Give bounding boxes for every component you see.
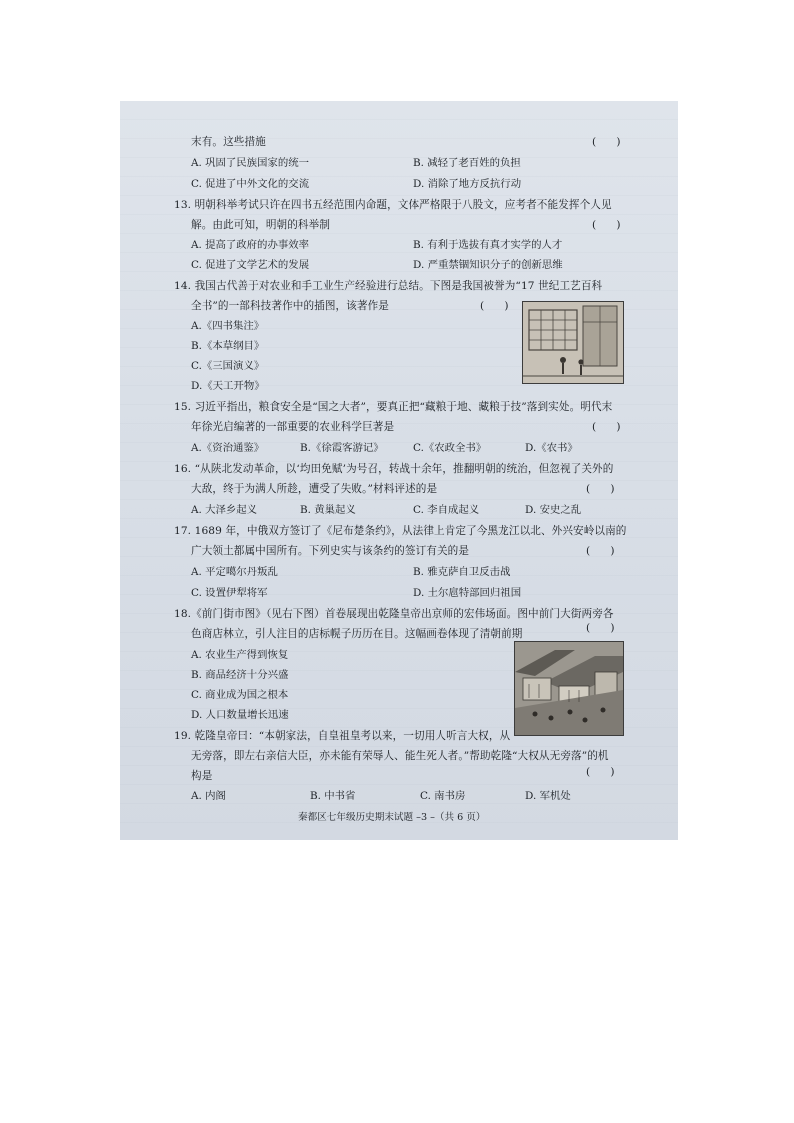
street-scene-svg [515, 642, 623, 735]
option-17-c[interactable]: C. 设置伊犁将军 [191, 587, 268, 599]
option-12-a[interactable]: A. 巩固了民族国家的统一 [191, 157, 310, 169]
option-19-d[interactable]: D. 军机处 [525, 790, 571, 802]
option-13-b[interactable]: B. 有利于选拔有真才实学的人才 [413, 239, 563, 251]
answer-bracket-12[interactable]: ( ) [592, 136, 621, 148]
option-18-d[interactable]: D. 人口数量增长迅速 [191, 709, 289, 721]
question-14-line2: 全书”的一部科技著作中的插图，该著作是 [191, 300, 390, 312]
option-18-b[interactable]: B. 商品经济十分兴盛 [191, 669, 289, 681]
question-16-line2: 大敌，终于为满人所趁，遭受了失败。”材料评述的是 [191, 483, 438, 495]
option-16-b[interactable]: B. 黄巢起义 [300, 504, 356, 516]
question-18-line2: 色商店林立，引人注目的店标幌子历历在目。这幅画卷体现了清朝前期 [191, 628, 523, 640]
option-15-b[interactable]: B.《徐霞客游记》 [300, 442, 384, 454]
question-15-line2: 年徐光启编著的一部重要的农业科学巨著是 [191, 421, 395, 433]
answer-bracket-15[interactable]: ( ) [592, 421, 621, 433]
option-16-c[interactable]: C. 李自成起义 [413, 504, 480, 516]
line-continuation: 末有。这些措施 [191, 136, 266, 148]
question-13-line2: 解。由此可知，明朝的科举制 [191, 219, 331, 231]
question-13-line1: 13. 明朝科举考试只许在四书五经范围内命题，文体严格限于八股文，应考者不能发挥个人见 [174, 199, 612, 211]
answer-bracket-19[interactable]: ( ) [586, 766, 615, 778]
option-13-a[interactable]: A. 提高了政府的办事效率 [191, 239, 310, 251]
option-17-b[interactable]: B. 雅克萨自卫反击战 [413, 566, 511, 578]
option-12-b[interactable]: B. 减轻了老百姓的负担 [413, 157, 521, 169]
answer-bracket-16[interactable]: ( ) [586, 483, 615, 495]
option-12-c[interactable]: C. 促进了中外文化的交流 [191, 178, 310, 190]
option-12-d[interactable]: D. 消除了地方反抗行动 [413, 178, 522, 190]
option-15-a[interactable]: A.《资治通鉴》 [191, 442, 265, 454]
option-19-c[interactable]: C. 南书房 [420, 790, 466, 802]
exam-sheet [120, 101, 678, 840]
question-16-line1: 16. “从陕北发动革命，以‘均田免赋’为号召，转战十余年，推翻明朝的统治，但忽视了关外的 [174, 463, 614, 475]
option-19-a[interactable]: A. 内阁 [191, 790, 226, 802]
option-17-a[interactable]: A. 平定噶尔丹叛乱 [191, 566, 278, 578]
option-16-d[interactable]: D. 安史之乱 [525, 504, 582, 516]
option-17-d[interactable]: D. 土尔扈特部回归祖国 [413, 587, 522, 599]
answer-bracket-17[interactable]: ( ) [586, 545, 615, 557]
option-19-b[interactable]: B. 中书省 [310, 790, 356, 802]
street-scene-painting-icon [514, 641, 624, 736]
option-15-d[interactable]: D.《农书》 [525, 442, 578, 454]
question-17-line1: 17. 1689 年，中俄双方签订了《尼布楚条约》，从法律上肯定了今黑龙江以北、外兴安岭以南的 [174, 525, 627, 537]
question-19-line3: 构是 [191, 770, 213, 782]
question-15-line1: 15. 习近平指出，粮食安全是“国之大者”，要真正把“藏粮于地、藏粮于技”落到实处。明代末 [174, 401, 613, 413]
answer-bracket-18[interactable]: ( ) [586, 622, 615, 634]
answer-bracket-13[interactable]: ( ) [592, 219, 621, 231]
page-footer: 秦都区七年级历史期末试题 –3 –（共 6 页） [298, 812, 486, 823]
option-14-d[interactable]: D.《天工开物》 [191, 380, 265, 392]
option-18-a[interactable]: A. 农业生产得到恢复 [191, 649, 289, 661]
answer-bracket-14[interactable]: ( ) [480, 300, 509, 312]
question-18-line1: 18.《前门街市图》（见右下图）首卷展现出乾隆皇帝出京师的宏伟场面。图中前门大街两旁各 [174, 608, 614, 620]
workshop-illustration-svg [523, 302, 623, 383]
option-14-c[interactable]: C.《三国演义》 [191, 360, 265, 372]
question-14-line1: 14. 我国古代善于对农业和手工业生产经验进行总结。下图是我国被誉为“17 世纪工艺百科 [174, 280, 603, 292]
question-19-line1: 19. 乾隆皇帝曰：“本朝家法，自皇祖皇考以来，一切用人听言大权，从 [174, 730, 511, 742]
option-18-c[interactable]: C. 商业成为国之根本 [191, 689, 289, 701]
option-13-c[interactable]: C. 促进了文学艺术的发展 [191, 259, 310, 271]
option-14-a[interactable]: A.《四书集注》 [191, 320, 265, 332]
question-17-line2: 广大领土都属中国所有。下列史实与该条约的签订有关的是 [191, 545, 470, 557]
question-19-line2: 无旁落，即左右亲信大臣，亦未能有荣辱人、能生死人者。”帮助乾隆“大权从无旁落”的机 [191, 750, 609, 762]
option-14-b[interactable]: B.《本草纲目》 [191, 340, 265, 352]
option-16-a[interactable]: A. 大泽乡起义 [191, 504, 258, 516]
option-15-c[interactable]: C.《农政全书》 [413, 442, 487, 454]
workshop-illustration-icon [522, 301, 624, 384]
option-13-d[interactable]: D. 严重禁锢知识分子的创新思维 [413, 259, 563, 271]
